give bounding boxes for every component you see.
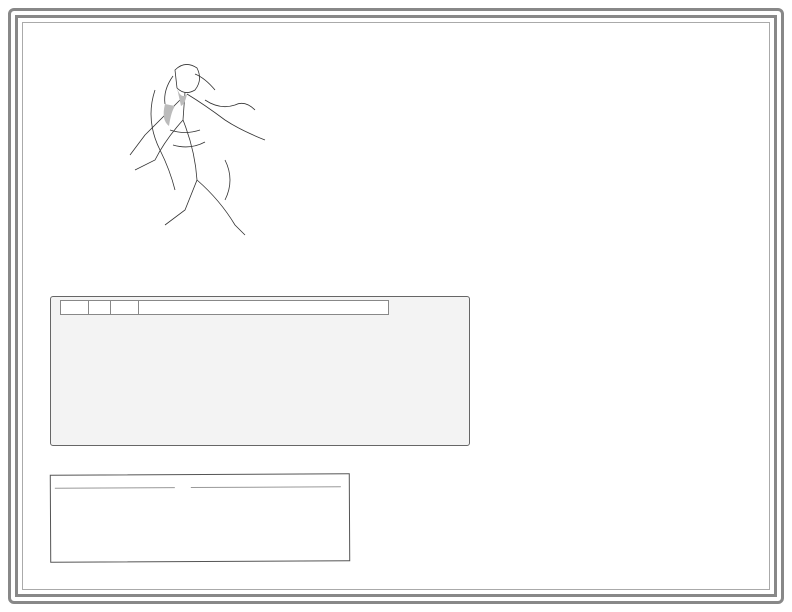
large-sack-slot[interactable] <box>378 84 468 101</box>
lifestyle-line <box>55 487 175 489</box>
large-sack-slot[interactable] <box>378 50 468 67</box>
level-header-level <box>61 301 89 315</box>
town-box <box>50 473 350 563</box>
level-header-persona <box>111 301 139 315</box>
level-header-fate <box>89 301 111 315</box>
rumors-line <box>191 486 341 488</box>
large-sack-section <box>378 44 468 152</box>
level-scroll-banner <box>50 296 470 446</box>
level-header-title-benefit <box>139 301 389 315</box>
level-table-wrap <box>60 300 389 315</box>
adventurer-figure-illustration <box>125 60 275 250</box>
large-sack-slot[interactable] <box>378 135 468 152</box>
level-table <box>60 300 389 315</box>
large-sack-slot[interactable] <box>378 101 468 118</box>
large-sack-slot[interactable] <box>378 118 468 135</box>
large-sack-slot[interactable] <box>378 67 468 84</box>
